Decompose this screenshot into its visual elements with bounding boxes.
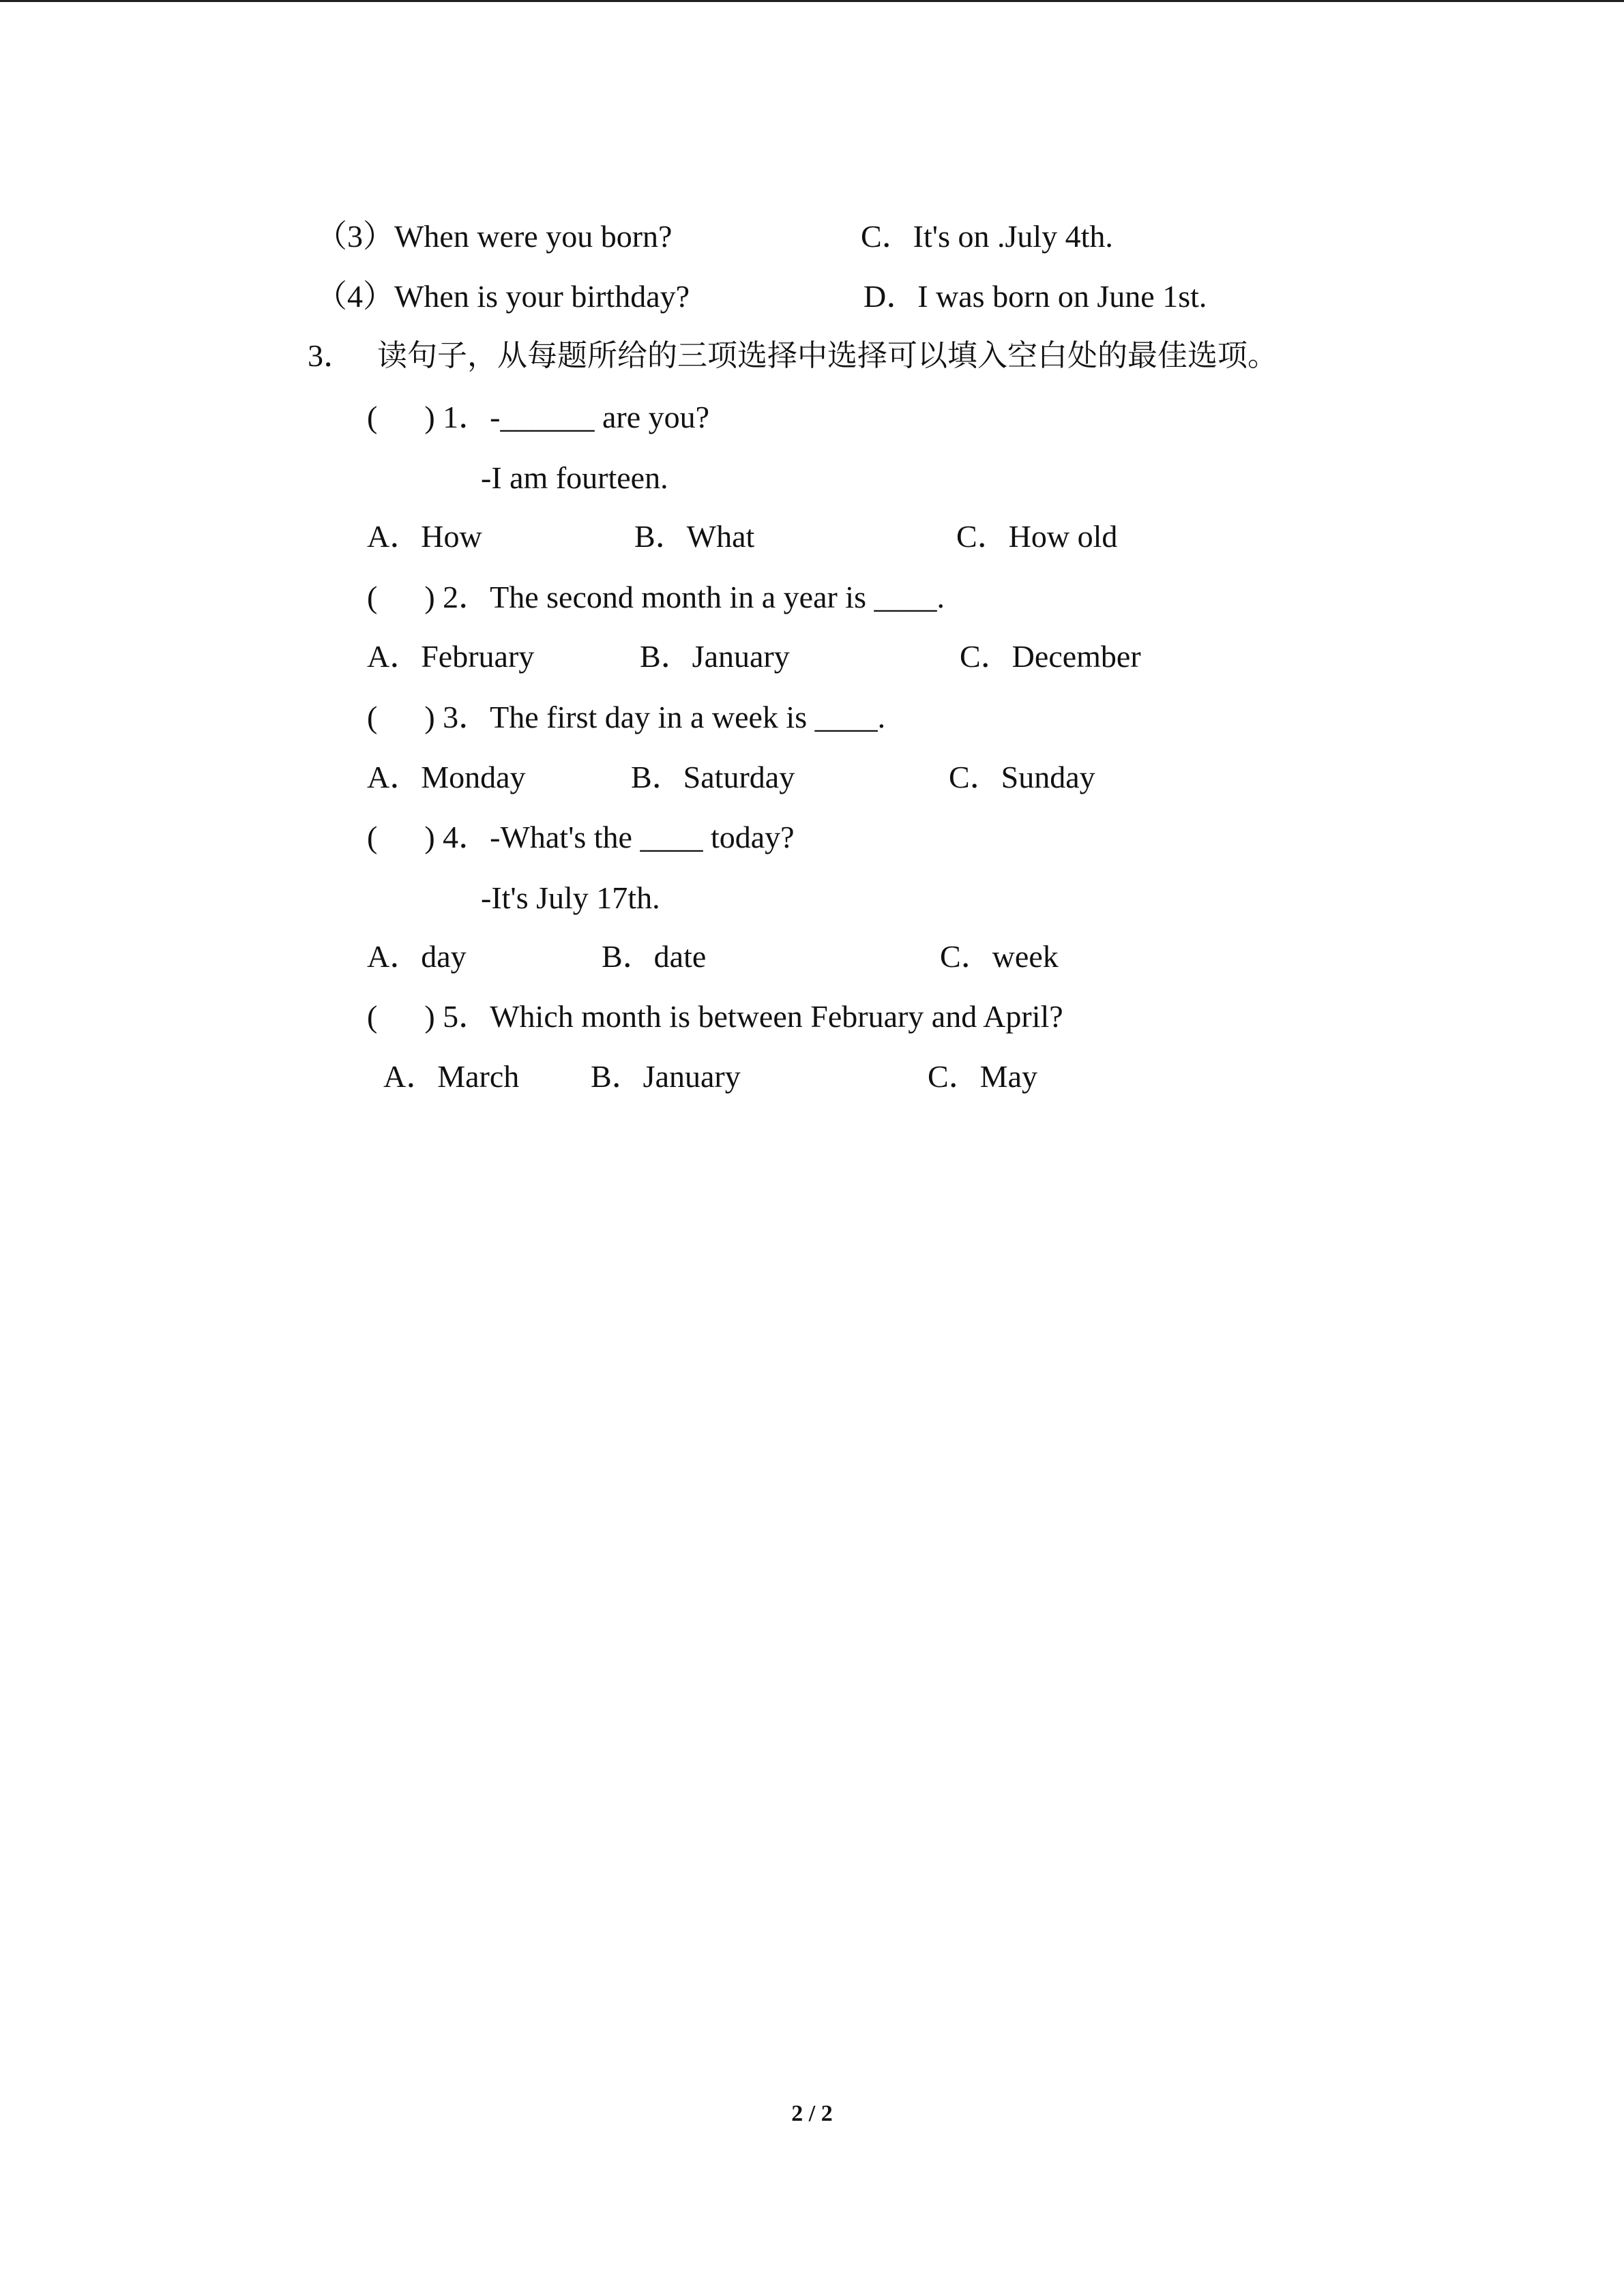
match-item-d-answer: D．I was born on June 1st. xyxy=(863,279,1207,314)
question-1-stem: ( ) 1．-______ are you? xyxy=(367,400,710,434)
question-2-option-a: A．February xyxy=(367,639,535,674)
question-2-stem: ( ) 2．The second month in a year is ____. xyxy=(367,580,945,614)
question-4-reply: -It's July 17th. xyxy=(481,880,660,915)
question-1-reply: -I am fourteen. xyxy=(481,460,668,495)
question-3-option-c: C．Sunday xyxy=(949,760,1095,794)
question-5-option-b: B．January xyxy=(591,1059,741,1094)
question-4-option-c: C．week xyxy=(940,939,1059,974)
section-3-instruction: 读句子，从每题所给的三项选择中选择可以填入空白处的最佳选项。 xyxy=(377,338,1278,373)
page-number: 2 / 2 xyxy=(791,2101,833,2126)
question-1-option-b: B．What xyxy=(634,519,755,554)
match-item-c-answer: C．It's on .July 4th. xyxy=(861,219,1113,254)
question-3-stem: ( ) 3．The first day in a week is ____. xyxy=(367,700,886,734)
question-2-option-b: B．January xyxy=(640,639,790,674)
question-5-option-a: A．March xyxy=(383,1059,520,1094)
section-3-number: 3． xyxy=(308,338,355,373)
question-4-option-a: A．day xyxy=(367,939,467,974)
question-1-option-a: A．How xyxy=(367,519,482,554)
question-5-stem: ( ) 5．Which month is between February and April? xyxy=(367,999,1063,1034)
question-3-option-b: B．Saturday xyxy=(631,760,795,794)
match-item-3-question: （3）When were you born? xyxy=(316,219,673,254)
question-4-option-b: B．date xyxy=(602,939,707,974)
question-3-option-a: A．Monday xyxy=(367,760,526,794)
question-1-option-c: C．How old xyxy=(956,519,1118,554)
question-2-option-c: C．December xyxy=(960,639,1141,674)
top-border-line xyxy=(0,0,1624,2)
question-5-option-c: C．May xyxy=(928,1059,1037,1094)
question-4-stem: ( ) 4．-What's the ____ today? xyxy=(367,820,795,854)
match-item-4-question: （4）When is your birthday? xyxy=(316,279,690,314)
